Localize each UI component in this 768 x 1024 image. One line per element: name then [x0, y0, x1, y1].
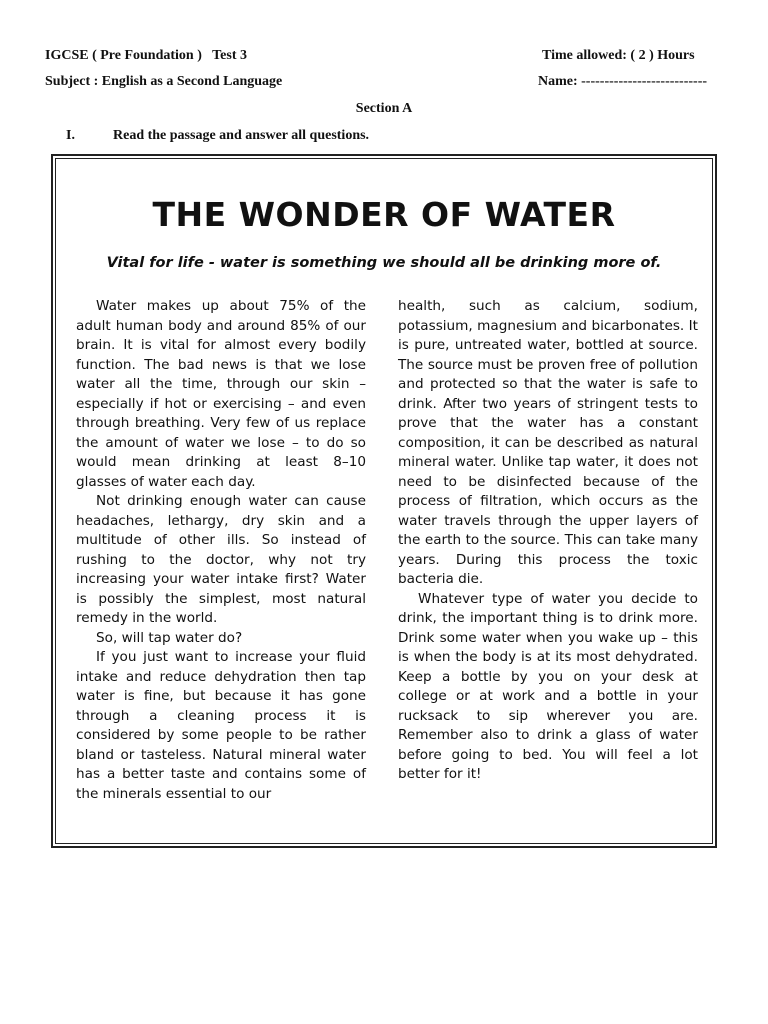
passage-paragraph: Not drinking enough water can cause headaches, lethargy, dry skin and a multitude of other ills. So instead of rushing to the doctor, why not try increasing your water intake first? Water is possibly the simplest, most natural remedy in the world. — [76, 493, 366, 626]
passage-paragraph: If you just want to increase your fluid intake and reduce dehydration then tap water is fine, but because it has gone through a cleaning process it is considered by some people to be rather bland or tasteless. Natural mineral water has a better taste and contains some of the minerals essential to our — [76, 649, 366, 802]
passage-box — [51, 154, 717, 848]
section-heading: Section A — [355, 101, 413, 116]
passage-column-left — [76, 297, 366, 804]
passage-paragraph: Water makes up about 75% of the adult human body and around 85% of our brain. It is vital for almost every bodily function. The bad news is that we lose water all the time, through our skin – especially if hot or exercising – and even through breathing. Very few of us replace the amount of water we lose – to do so would mean drinking at least 8–10 glasses of water each day. — [76, 298, 366, 490]
passage-title: THE WONDER OF WATER — [152, 195, 616, 234]
exam-title: IGCSE ( Pre Foundation ) Test 3 — [45, 48, 247, 63]
passage-paragraph: So, will tap water do? — [96, 629, 243, 646]
instruction-number: I. — [66, 128, 75, 143]
instruction-text: Read the passage and answer all questions. — [113, 128, 370, 143]
time-allowed: Time allowed: ( 2 ) Hours — [542, 48, 695, 63]
subject-line: Subject : English as a Second Language — [45, 74, 283, 89]
name-field-label: Name: --------------------------- — [538, 74, 708, 89]
passage-inner-border — [55, 158, 713, 844]
passage-paragraph: health, such as calcium, sodium, potassium, magnesium and bicarbonates. It is pure, untreated water, bottled at source. The source must be proven free of pollution and protected so that the water is safe to drink. After two years of stringent tests to prove that the water has a constant composition, it can be described as natural mineral water. Unlike tap water, it does not need to be disinfected because of the process of filtration, which occurs as the water travels through the upper layers of the earth to the source. This can take many years. During this process the toxic bacteria die. — [398, 298, 698, 587]
passage-paragraph: Whatever type of water you decide to drink, the important thing is to drink more. Drink some water when you wake up – this is when the body is at its most dehydrated. Keep a bottle by you on your desk at college or at work and a bottle in your rucksack to sip wherever you are. Remember also to drink a glass of water before going to bed. You will feel a lot better for it! — [398, 590, 698, 782]
passage-column-right — [398, 297, 698, 785]
passage-subtitle: Vital for life - water is something we should all be drinking more of. — [106, 255, 662, 271]
